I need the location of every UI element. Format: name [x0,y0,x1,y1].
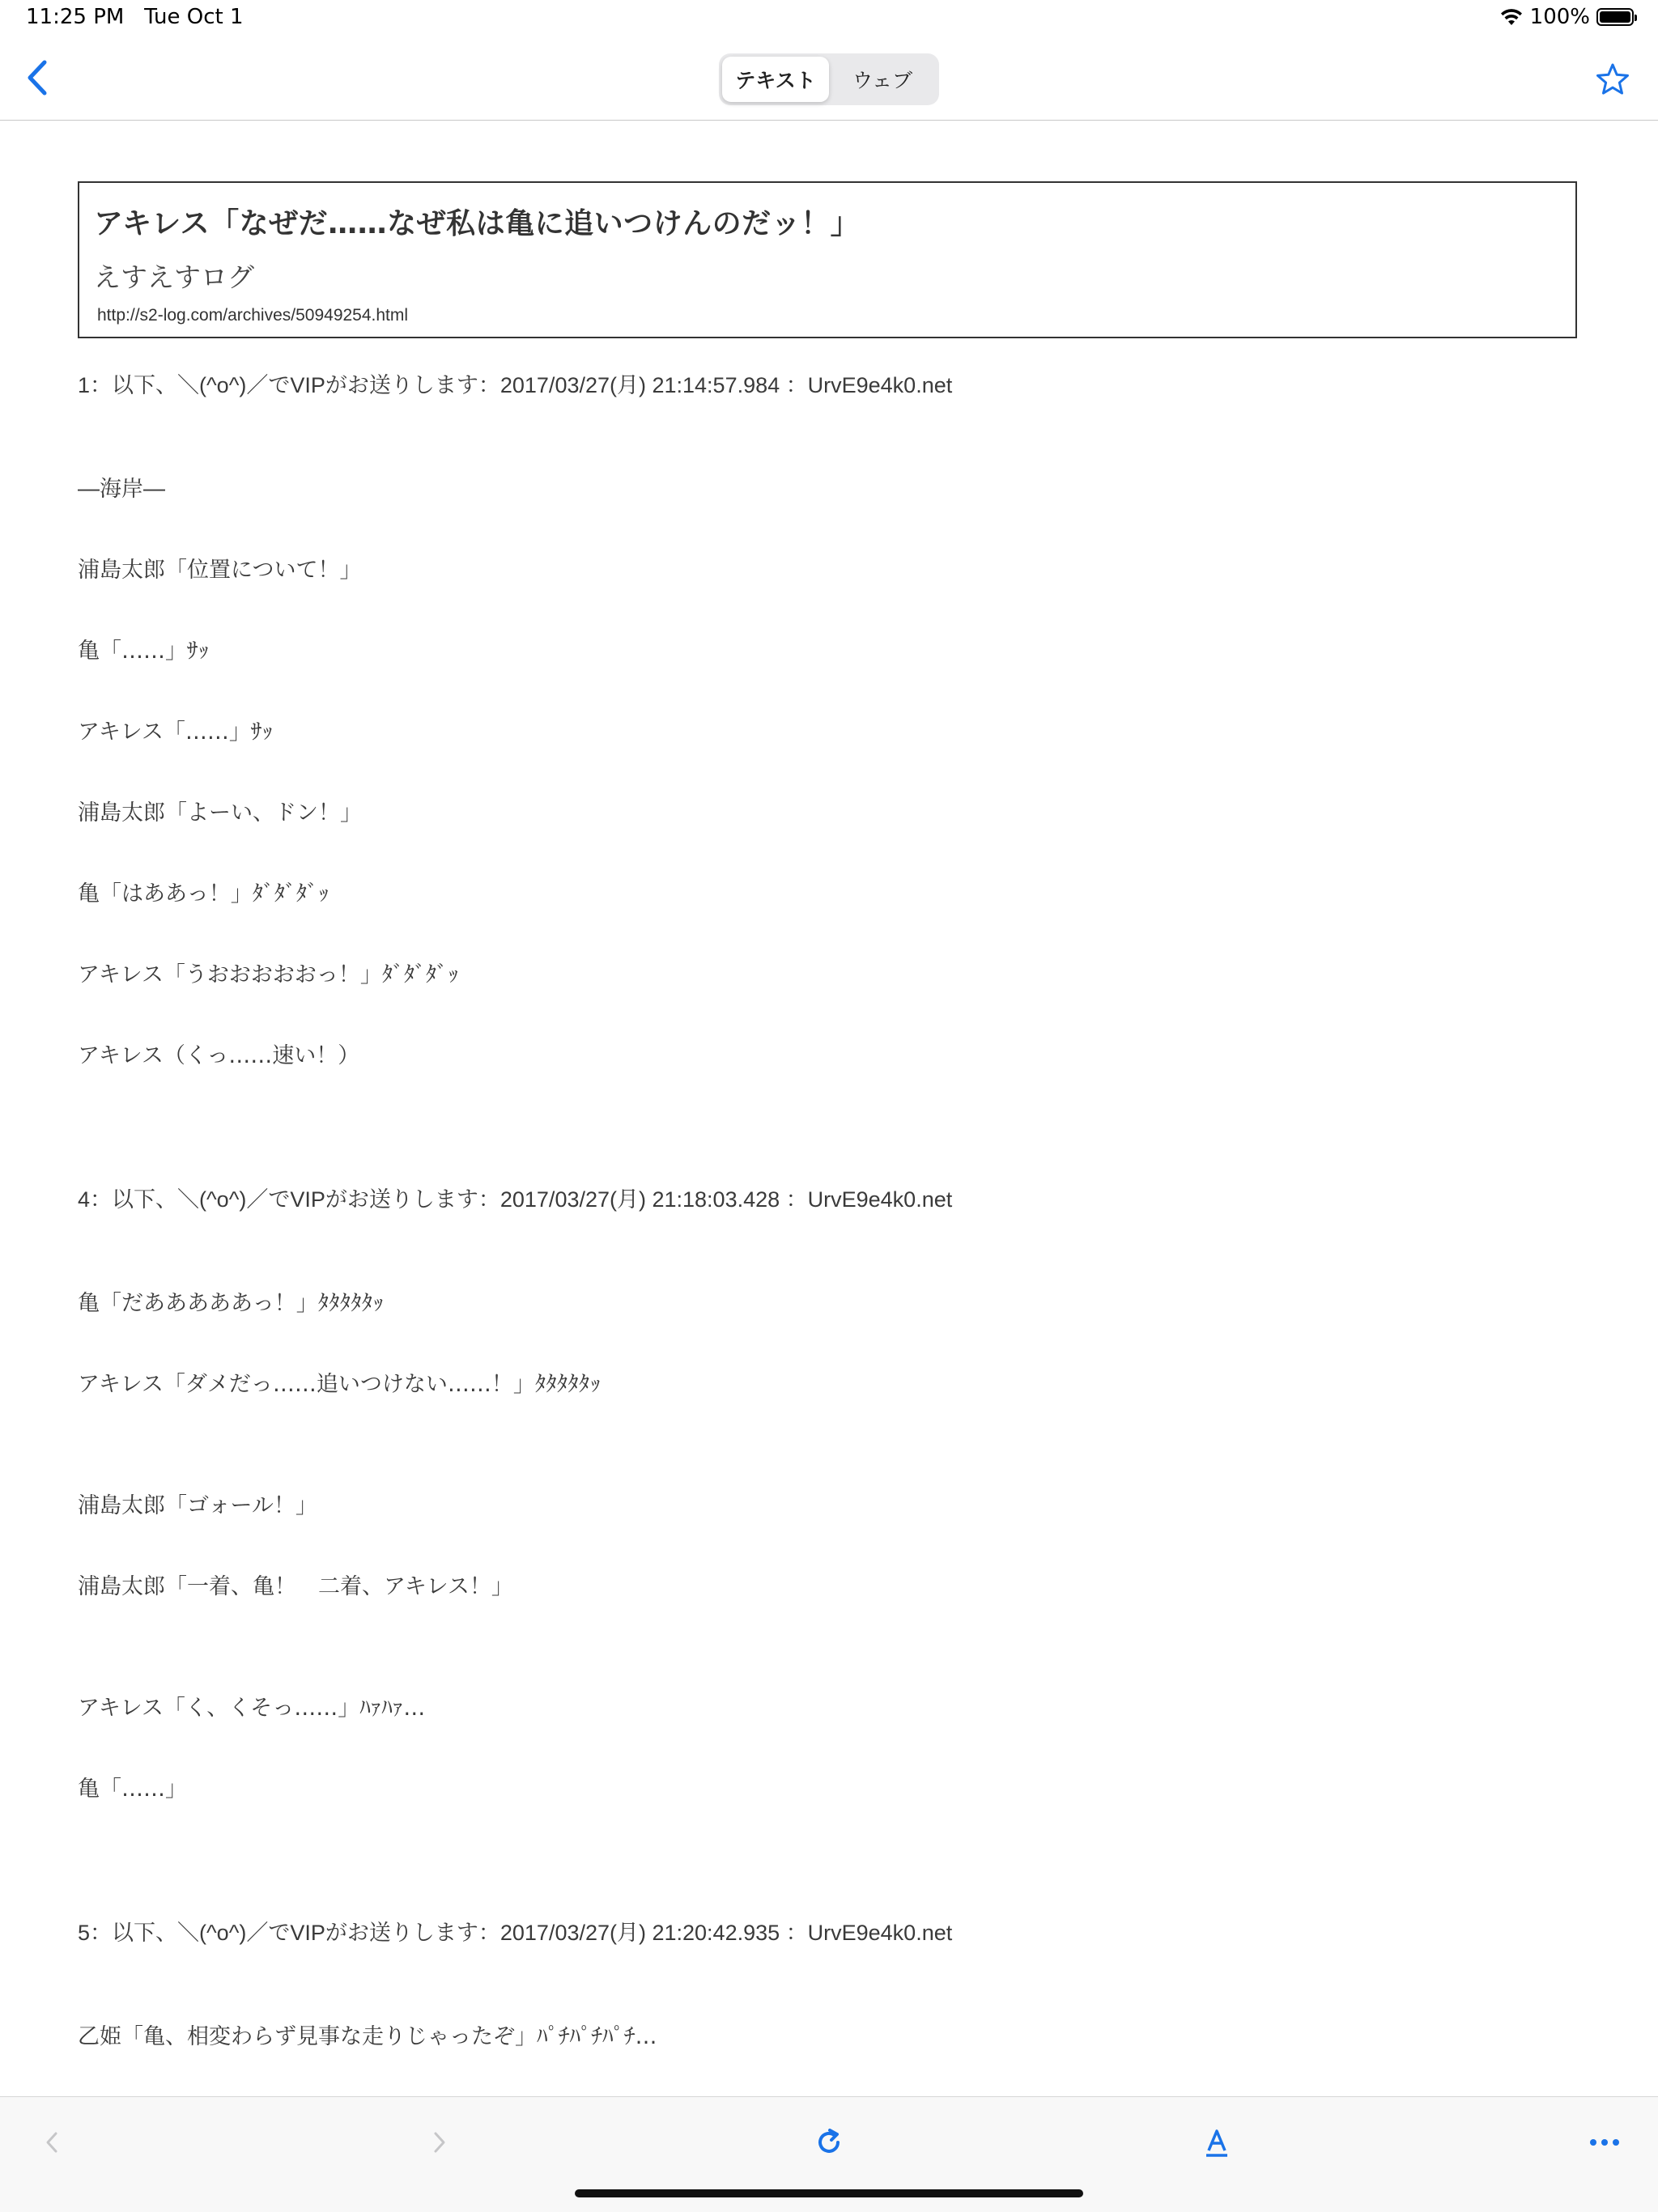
view-mode-segmented-control [719,53,939,105]
text-line: アキレス「うおおおおおっ！」ﾀﾞﾀﾞﾀﾞｯ [78,962,459,987]
segment-text[interactable]: テキスト [722,57,829,102]
bookmark-button[interactable] [1588,55,1637,104]
post-header: 1：以下、＼(^o^)／でVIPがお送りします：2017/03/27(月) 21:14:57.984 ：UrvE9e4k0.net [78,373,953,397]
chevron-left-icon [25,59,49,96]
text-line: 浦島太郎「よーい、ドン！」 [78,800,362,826]
text-line: 浦島太郎「一着、亀！ 二着、アキレス！」 [78,1574,513,1599]
page-back-button[interactable] [28,2118,76,2167]
text-line: 浦島太郎「位置について！」 [78,558,362,583]
text-line: 亀「だあああああっ！」ﾀﾀﾀﾀﾀｯ [78,1291,384,1316]
text-style-button[interactable] [1192,2118,1241,2167]
text-line: アキレス（くっ……速い！） [78,1043,360,1068]
text-format-icon [1201,2126,1233,2159]
star-icon [1596,62,1630,96]
source-box [78,181,1577,338]
wifi-icon [1499,7,1524,27]
post-header: 4：以下、＼(^o^)／でVIPがお送りします：2017/03/27(月) 21:18:03.428 ：UrvE9e4k0.net [78,1187,953,1212]
reload-icon [813,2126,845,2159]
more-button[interactable] [1580,2118,1629,2167]
text-line: アキレス「……」ｻｯ [78,720,273,745]
chevron-right-icon [432,2130,448,2155]
page-forward-button[interactable] [415,2118,464,2167]
text-line: ―海岸― [78,477,165,502]
text-line: 亀「はああっ！」ﾀﾞﾀﾞﾀﾞｯ [78,881,329,906]
battery-icon [1596,8,1634,26]
back-button[interactable] [13,53,62,102]
home-indicator [575,2189,1083,2197]
status-time [26,5,244,29]
chevron-left-icon [44,2130,60,2155]
post-header: 5：以下、＼(^o^)／でVIPがお送りします：2017/03/27(月) 21:20:42.935 ：UrvE9e4k0.net [78,1921,953,1945]
text-line: 乙姫「亀、相変わらず見事な走りじゃったぞ」ﾊﾟﾁﾊﾟﾁﾊﾟﾁ… [78,2024,657,2049]
site-name: えすえすログ [94,261,254,293]
segment-web[interactable]: ウェブ [852,69,912,92]
source-url[interactable]: http://s2-log.com/archives/50949254.html [97,306,409,325]
text-line: 亀「……」ｻｯ [78,639,209,664]
text-line: 亀「……」 [78,1777,187,1802]
status-bar [0,0,1658,37]
text-line: 浦島太郎「ゴォール！」 [78,1493,317,1518]
text-line: アキレス「ダメだっ……追いつけない……！」ﾀﾀﾀﾀﾀｯ [78,1372,601,1397]
status-date: Tue Oct 1 [144,5,244,29]
battery-percent: 100% [1529,5,1590,29]
nav-bar [0,37,1658,121]
article-title: アキレス「なぜだ……なぜ私は亀に追いつけんのだッ！」 [94,207,861,240]
reload-button[interactable] [805,2118,853,2167]
status-indicators [1499,5,1634,29]
text-line: アキレス「く、くそっ……」ﾊｧﾊｧ… [78,1696,426,1721]
article-content [78,181,1584,338]
status-clock: 11:25 PM [26,5,125,29]
more-icon [1588,2138,1621,2147]
